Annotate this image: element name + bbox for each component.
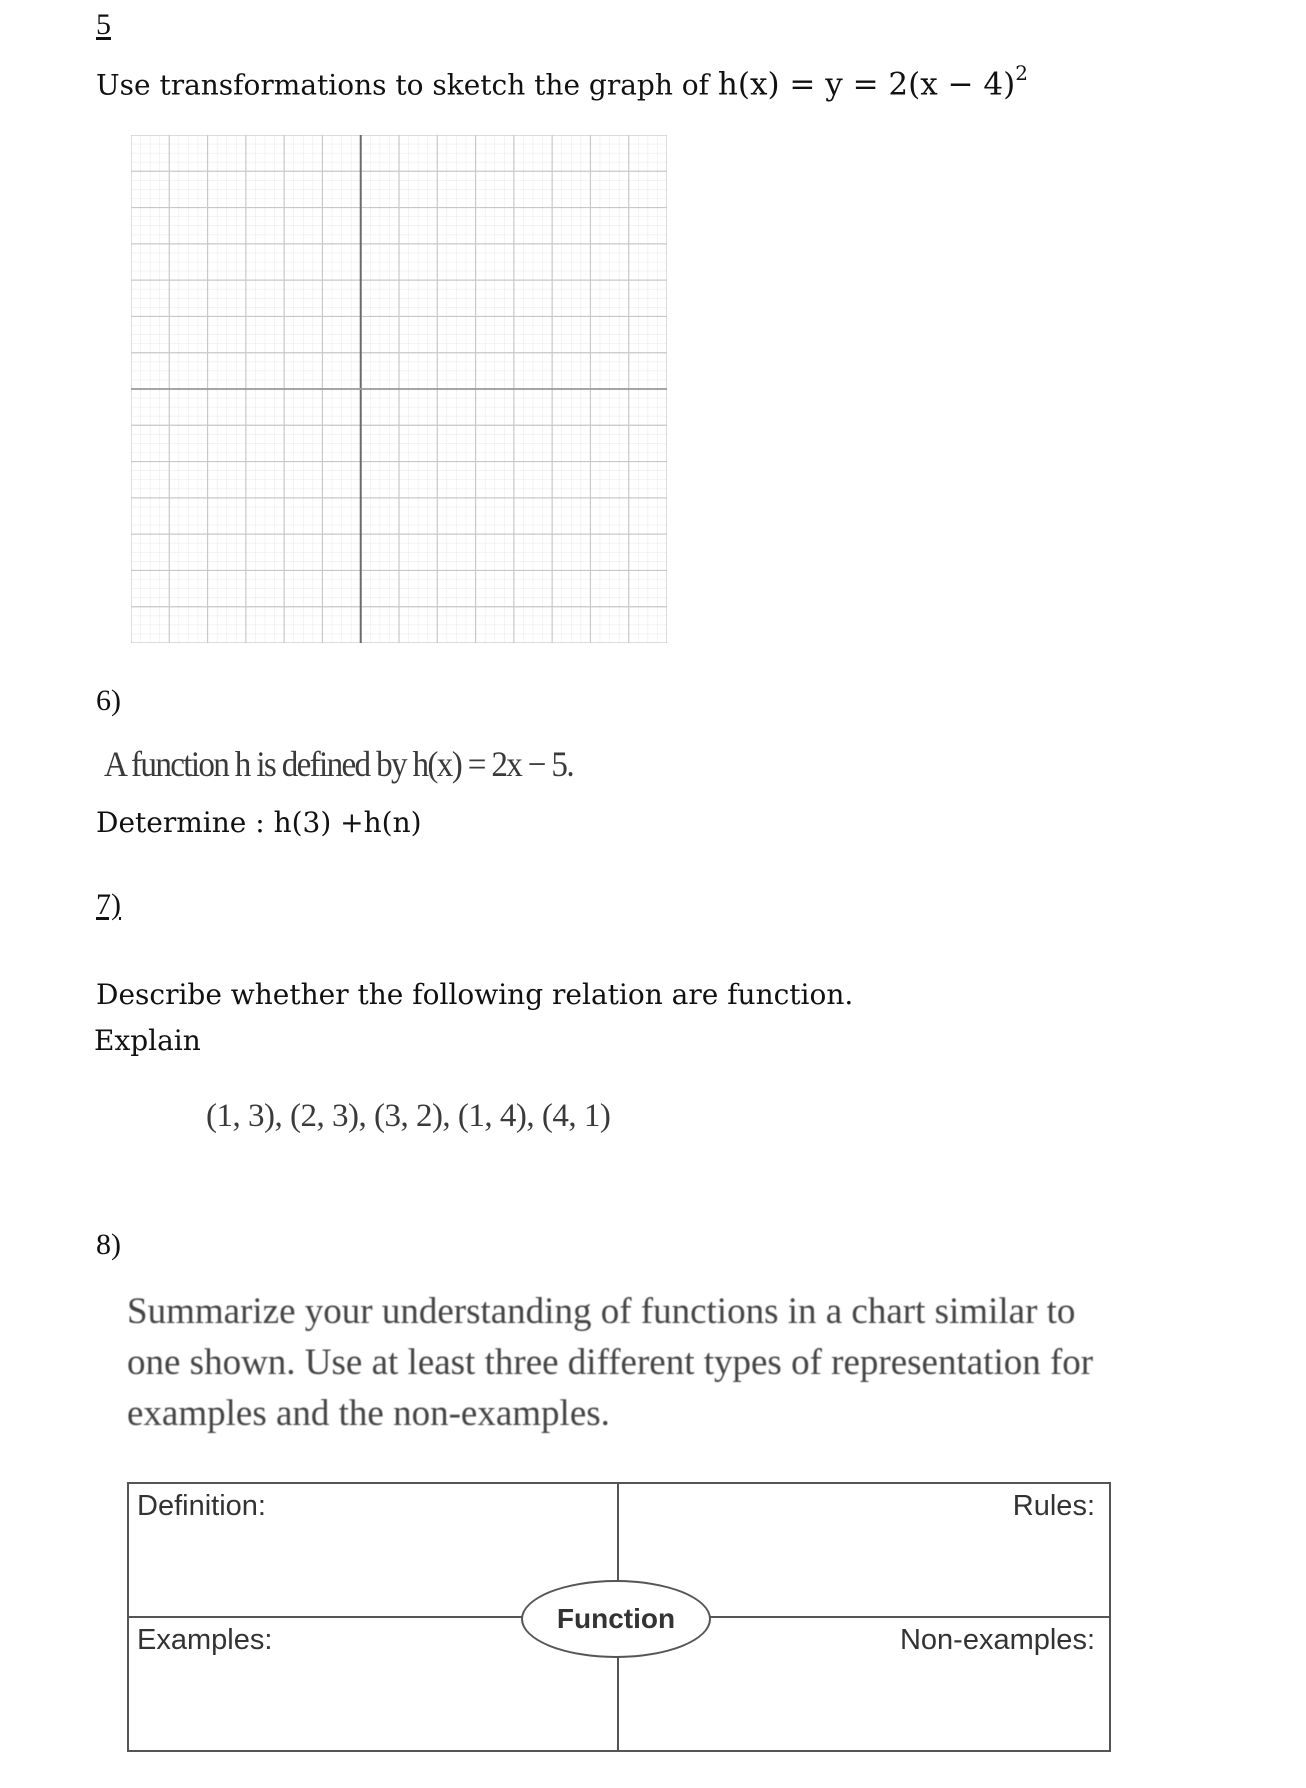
question-7-relation: (1, 3), (2, 3), (3, 2), (1, 4), (4, 1) bbox=[206, 1098, 611, 1134]
question-8-line-3: examples and the non-examples. bbox=[127, 1393, 610, 1434]
question-8-line-1: Summarize your understanding of functions in a chart similar to bbox=[127, 1291, 1076, 1332]
question-7-line-1: Describe whether the following relation are function. bbox=[96, 978, 854, 1011]
non-examples-cell[interactable] bbox=[627, 1624, 1095, 1744]
question-7-line-2: Explain bbox=[94, 1024, 201, 1057]
coordinate-grid[interactable] bbox=[131, 135, 667, 643]
question-5-number: 5 bbox=[96, 8, 111, 41]
question-5-prompt bbox=[96, 60, 1028, 102]
rules-label: Rules: bbox=[1012, 1490, 1095, 1522]
coordinate-grid-svg bbox=[131, 135, 667, 643]
question-5-exponent: 2 bbox=[1015, 61, 1028, 85]
definition-label: Definition: bbox=[137, 1490, 266, 1522]
examples-label: Examples: bbox=[137, 1624, 273, 1656]
question-8-prompt bbox=[127, 1286, 1093, 1439]
question-6-definition: A function h is defined by h(x) = 2x − 5. bbox=[104, 744, 573, 784]
question-5-prompt-text: Use transformations to sketch the graph of bbox=[96, 68, 718, 102]
non-examples-label: Non-examples: bbox=[899, 1624, 1095, 1656]
question-7-number: 7) bbox=[96, 888, 121, 921]
question-8-number: 8) bbox=[96, 1228, 121, 1261]
question-8-line-2: one shown. Use at least three different types of representation for bbox=[127, 1342, 1094, 1383]
question-6-number: 6) bbox=[96, 684, 121, 717]
function-label: Function bbox=[556, 1603, 676, 1634]
function-oval bbox=[521, 1580, 711, 1658]
rules-cell[interactable] bbox=[627, 1490, 1095, 1610]
examples-cell[interactable] bbox=[137, 1624, 607, 1744]
definition-cell[interactable] bbox=[137, 1490, 607, 1610]
concept-chart bbox=[127, 1482, 1111, 1752]
question-6-task: Determine : h(3) +h(n) bbox=[96, 806, 422, 839]
question-5-equation: h(x) = y = 2(x − 4) bbox=[717, 66, 1016, 103]
